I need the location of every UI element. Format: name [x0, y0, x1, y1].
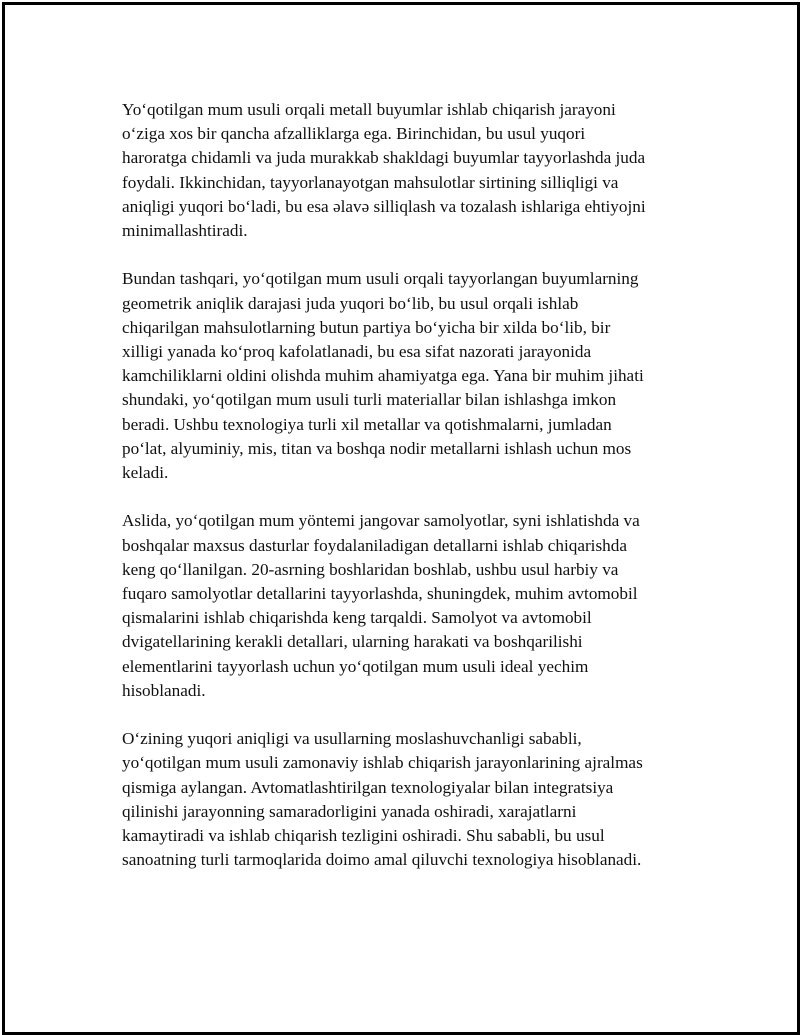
paragraph-2: Bundan tashqari, yo‘qotilgan mum usuli orqali tayyorlangan buyumlarning geometrik aniqlik darajasi juda yuqori bo‘lib, bu usul orqali ishlab chiqarilgan mahsulotlarning butun partiya bo‘yicha bir xilda bo‘lib, bir xilligi yanada ko‘proq kafolatlanadi, bu esa sifat nazorati jarayonida kamchiliklarni oldini olishda muhim ahamiyatga ega. Yana bir muhim jihati shundaki, yo‘qotilgan mum usuli turli materiallar bilan ishlashga imkon beradi. Ushbu texnologiya turli xil metallar va qotishmalarni, jumladan po‘lat, alyuminiy, mis, titan va boshqa nodir metallarni ishlash uchun mos keladi.: [122, 269, 644, 483]
paragraph-3: Aslida, yo‘qotilgan mum yöntemi jangovar samolyotlar, syni ishlatishda va boshqalar maxsus dasturlar foydalaniladigan detallarni ishlab chiqarishda keng qo‘llanilgan. 20-asrning boshlaridan boshlab, ushbu usul harbiy va fuqaro samolyotlar detallarini tayyorlashda, shuningdek, muhim avtomobil qismalarini ishlab chiqarishda keng tarqaldi. Samolyot va avtomobil dvigatellarining kerakli detallari, ularning harakati va boshqarilishi elementlarini tayyorlash uchun yo‘qotilgan mum usuli ideal yechim hisoblanadi.: [122, 511, 640, 700]
paragraph-4: O‘zining yuqori aniqligi va usullarning moslashuvchanligi sababli, yo‘qotilgan mum usuli zamonaviy ishlab chiqarish jarayonlarining ajralmas qismiga aylangan. Avtomatlashtirilgan texnologiyalar bilan integratsiya qilinishi jarayonning samaradorligini yanada oshiradi, xarajatlarni kamaytiradi va ishlab chiqarish tezligini oshiradi. Shu sababli, bu usul sanoatning turli tarmoqlarida doimo amal qiluvchi texnologiya hisoblanadi.: [122, 729, 643, 870]
paragraph-1: Yo‘qotilgan mum usuli orqali metall buyumlar ishlab chiqarish jarayoni o‘ziga xos bir qancha afzalliklarga ega. Birinchidan, bu usul yuqori haroratga chidamli va juda murakkab shakldagi buyumlar tayyorlashda juda foydali. Ikkinchidan, tayyorlanayotgan mahsulotlar sirtining silliqligi va aniqligi yuqori bo‘ladi, bu esa əlavə silliqlash va tozalash ishlariga ehtiyojni minimallashtiradi.: [122, 100, 646, 241]
document-body: [122, 98, 692, 897]
page-frame: [2, 2, 800, 1035]
